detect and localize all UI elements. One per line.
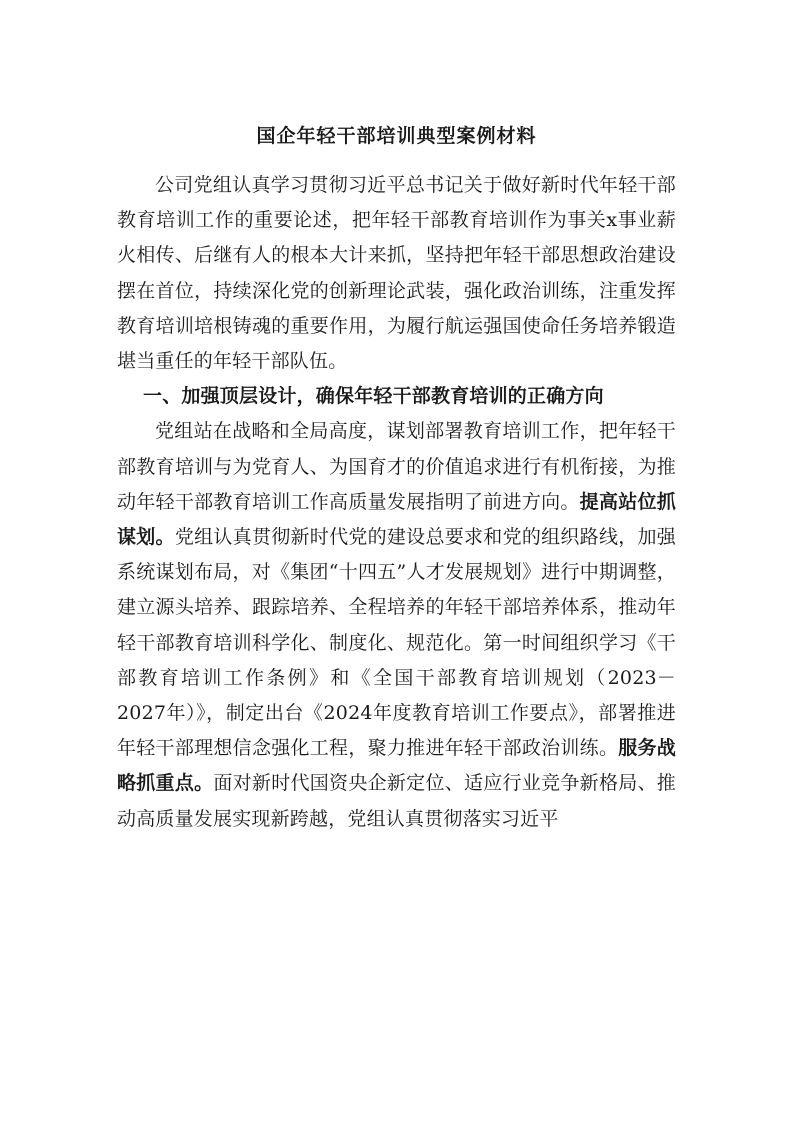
document-page <box>117 118 676 837</box>
document-title: 国企年轻干部培训典型案例材料 <box>256 125 537 147</box>
paragraph-text: 党组认真贯彻新时代党的建设总要求和党的组织路线，加强系统谋划布局，对《集团“十四五”人才发展规划》进行中期调整，建立源头培养、跟踪培养、全程培养的年轻干部培养体系，推动年轻干部教育培训科学化、制度化、规范化。第一时间组织学习《干部教育培训工作条例》和《全国干部教育培训规划（2023－2027年）》，制定出台《2024年度教育培训工作要点》，部署推进年轻干部理想信念强化工程，聚力推进年轻干部政治训练。 <box>117 526 676 760</box>
paragraph-text: 党组站在战略和全局高度，谋划部署教育培训工作，把年轻干部教育培训与为党育人、为国育才的价值追求进行有机衔接，为推动年轻干部教育培训工作高质量发展指明了前进方向。 <box>117 420 676 513</box>
bold-subheading: 提高站位抓谋划。 <box>117 490 676 549</box>
intro-paragraph: 公司党组认真学习贯彻习近平总书记关于做好新时代年轻干部教育培训工作的重要论述，把年轻干部教育培训作为事关x事业薪火相传、后继有人的根本大计来抓，坚持把年轻干部思想政治建设摆在首位，持续深化党的创新理论武装，强化政治训练，注重发挥教育培训培根铸魂的重要作用，为履行航运强国使命任务培养锻造堪当重任的年轻干部队伍。 <box>117 174 676 373</box>
bold-subheading: 服务战略抓重点。 <box>117 737 676 795</box>
section-paragraph <box>117 414 676 836</box>
section-heading: 一、加强顶层设计，确保年轻干部教育培训的正确方向 <box>143 385 604 408</box>
paragraph-text: 面对新时代国资央企新定位、适应行业竞争新格局、推动高质量发展实现新跨越，党组认真贯彻落实习近平 <box>117 772 676 830</box>
